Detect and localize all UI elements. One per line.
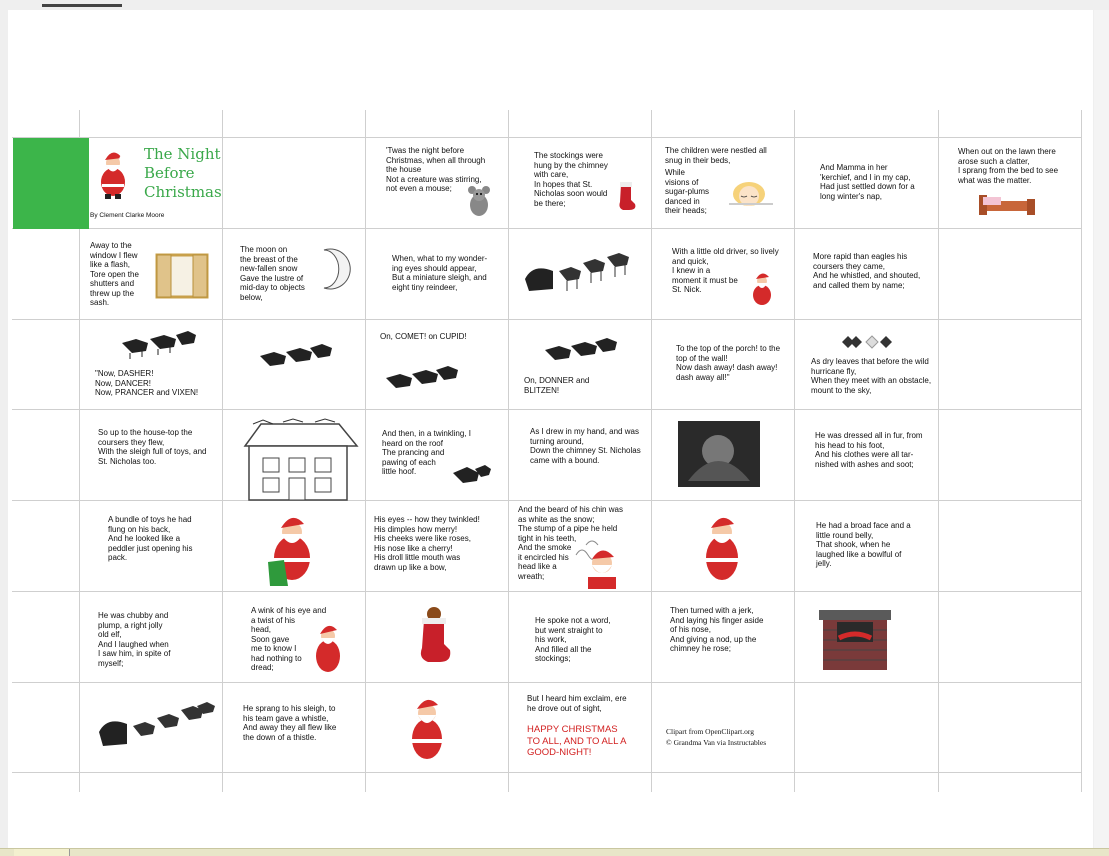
document-author: By Clement Clarke Moore [90,212,165,219]
grid-line [12,137,1082,138]
verse-cell: On, COMET! on CUPID! [380,332,467,341]
sleeping-child-icon [727,178,773,210]
verse-cell: And Mamma in her 'kerchief, and I in my cap, Had just settled down for a long winter's nap, [820,163,915,201]
verse-cell: The moon on the breast of the new-fallen snow Gave the lustre of mid-day to objects below, [240,245,305,302]
santa-icon [750,269,774,307]
mouse-icon [467,183,491,218]
grid-line [794,110,795,792]
verse-cell: The stockings were hung by the chimney with care, In hopes that St. Nicholas soon would be there; [534,151,608,208]
reindeer-sleigh-icon [258,340,334,370]
house-icon [243,418,359,502]
moon-icon [314,248,346,290]
santa-icon [97,146,131,200]
verse-cell: He was chubby and plump, a right jolly old elf, And I laughed when I saw him, in spite of myself; [98,611,171,668]
verse-cell: A bundle of toys he had flung on his back, And he looked like a peddler just opening his pack. [108,515,193,562]
reindeer-sleigh-icon [384,362,460,392]
grid-line [12,682,1082,683]
leaves-icon [840,334,894,350]
santa-icon [700,510,744,586]
chimney-icon [817,608,893,672]
verse-cell: Then turned with a jerk, And laying his finger aside of his nose, And giving a nod, up the chimney he rose; [670,606,764,653]
verse-cell: While visions of sugar-plums danced in their heads; [665,168,710,215]
verse-cell: With a little old driver, so lively and quick, I knew in a moment it must be St. Nick. [672,247,779,294]
grid-line [12,319,1082,320]
grid-line [508,110,509,792]
verse-cell: And the beard of his chin was as white as the snow; The stump of a pipe he held tight in his teeth, And the smoke it encircled his head like a wreath; [518,505,623,581]
santa-icon [266,510,314,588]
reindeer-sleigh-icon [543,334,619,364]
reindeer-sleigh-icon [97,700,217,756]
verse-cell: He had a broad face and a little round belly, That shook, when he laughed like a bowlful of jelly. [816,521,911,568]
santa-icon [312,620,344,676]
verse-cell: 'Twas the night before Christmas, when all through the house Not a creature was stirring, not even a mouse; [386,146,486,193]
verse-cell: The children were nestled all snug in their beds, [665,146,767,165]
bed-icon [977,193,1037,217]
grid-line [651,110,652,792]
verse-cell: As dry leaves that before the wild hurricane fly, When they meet with an obstacle, mount to the sky, [811,357,932,395]
clipart-credit: Clipart from OpenClipart.org © Grandma Van via Instructables [666,727,767,747]
title-accent-block [13,138,89,229]
grid-line [12,228,1082,229]
verse-cell: So up to the house-top the coursers they flew, With the sleigh full of toys, and St. Nicholas too. [98,428,207,466]
verse-cell: But I heard him exclaim, ere he drove out of sight, [527,694,627,713]
verse-cell: He was dressed all in fur, from his head to his foot, And his clothes were all tar- nished with ashes and soot; [815,431,923,469]
window-top-indicator [42,4,122,7]
reindeer-sleigh-icon [451,457,491,487]
grid-line [938,110,939,792]
verse-cell: He sprang to his sleigh, to his team gave a whistle, And away they all flew like the down of a thistle. [243,704,337,742]
grid-line [12,409,1082,410]
verse-cell: A wink of his eye and a twist of his head, Soon gave me to know I had nothing to dread; [251,606,327,672]
grid-line [222,110,223,792]
verse-cell: When, what to my wonder- ing eyes should appear, But a miniature sleigh, and eight tiny reindeer, [392,254,488,292]
reindeer-sleigh-icon [120,329,198,359]
verse-cell: Away to the window I flew like a flash, Tore open the shutters and threw up the sash. [90,241,139,307]
reindeer-sleigh-icon [523,249,645,297]
verse-cell: To the top of the porch! to the top of the wall! Now dash away! dash away! dash away all!" [676,344,781,382]
verse-cell: More rapid than eagles his coursers they came, And he whistled, and shouted, and called them by name; [813,252,921,290]
verse-cell: When out on the lawn there arose such a clatter, I sprang from the bed to see what was the matter. [958,147,1059,185]
verse-cell: "Now, DASHER! Now, DANCER! Now, PRANCER and VIXEN! [95,369,199,397]
grid-line [1081,110,1082,792]
stocking-icon [615,180,637,212]
santa-icon [566,535,630,591]
grid-line [365,110,366,792]
verse-cell: And then, in a twinkling, I heard on the roof The prancing and pawing of each little hoof. [382,429,471,476]
stocking-icon [416,606,454,666]
window-icon [155,253,209,299]
document-title: The Night Before Christmas [144,145,222,201]
grid-line [12,772,1082,773]
vertical-scrollbar[interactable] [1094,10,1109,848]
verse-cell: He spoke not a word, but went straight to his work, And filled all the stockings; [535,616,611,663]
santa-icon [408,693,446,765]
closing-message: HAPPY CHRISTMAS TO ALL, AND TO ALL A GOOD-NIGHT! [527,724,627,758]
verse-cell: His eyes -- how they twinkled! His dimples how merry! His cheeks were like roses, His nose like a cherry! His droll little mouth was drawn up like a bow, [374,515,480,572]
grid-line [12,500,1082,501]
santa-photo-icon [678,421,760,487]
verse-cell: As I drew in my hand, and was turning around, Down the chimney St. Nicholas came with a bound. [530,427,641,465]
verse-cell: On, DONNER and BLITZEN! [524,376,590,395]
grid-line [12,591,1082,592]
